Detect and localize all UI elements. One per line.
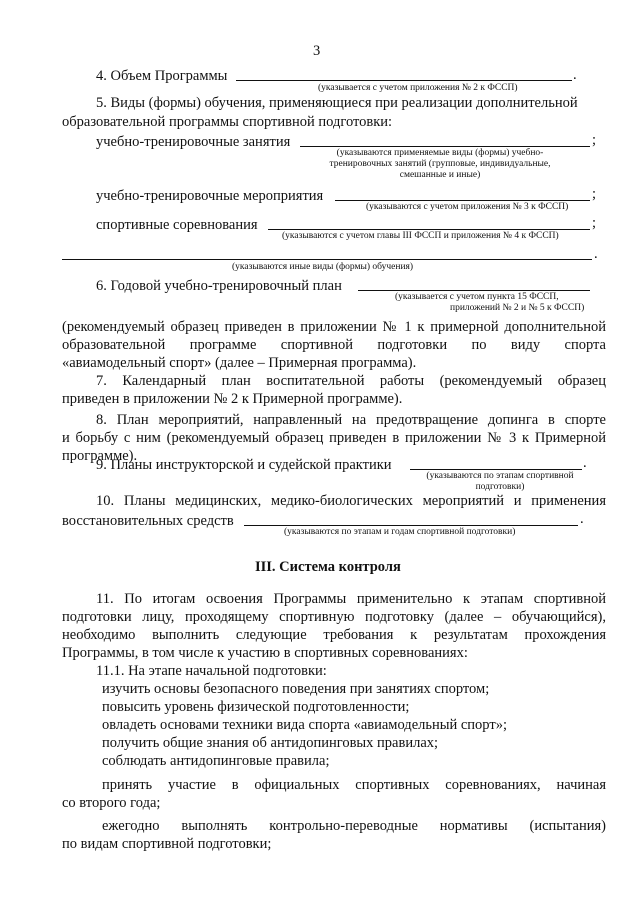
item-7-line-2: приведен в приложении № 2 к Примерной программе). xyxy=(62,391,403,407)
competitions-blank-line xyxy=(268,229,590,230)
list-item: изучить основы безопасного поведения при занятиях спортом; xyxy=(102,681,490,697)
other-forms-note: (указываются иные виды (формы) обучения) xyxy=(232,262,414,272)
training-events-note: (указываются с учетом приложения № 3 к ФССП) xyxy=(366,202,569,212)
item-6-line-3: «авиамодельный спорт» (далее – Примерная программа). xyxy=(62,355,417,371)
competitions-note: (указываются с учетом главы III ФССП и приложения № 4 к ФССП) xyxy=(282,231,559,241)
item-4-note: (указывается с учетом приложения № 2 к ФССП) xyxy=(318,83,518,93)
item-10-blank-line xyxy=(244,525,578,526)
other-forms-blank-line xyxy=(62,259,592,260)
item-6-line-2: образовательной программе спортивной подготовки по виду спорта xyxy=(62,337,606,353)
section-3-heading: III. Система контроля xyxy=(255,559,401,575)
item-10-note: (указываются по этапам и годам спортивной подготовки) xyxy=(284,527,516,537)
list-item: соблюдать антидопинговые правила; xyxy=(102,753,330,769)
item-8-line-1: 8. План мероприятий, направленный на предотвращение допинга в спорте xyxy=(96,412,606,428)
training-events-blank-line xyxy=(335,200,590,201)
item-6-note-2: приложений № 2 и № 5 к ФССП) xyxy=(450,303,585,313)
item-10-end: . xyxy=(580,511,584,527)
page-number: 3 xyxy=(313,43,321,59)
item-10-line-2: восстановительных средств xyxy=(62,513,234,529)
item-6-blank-line xyxy=(358,290,590,291)
item-8-line-3: программе). xyxy=(62,448,138,464)
item-11-line-3: необходимо выполнить следующие требования к результатам прохождения xyxy=(62,627,606,643)
item-9-end: . xyxy=(583,455,587,471)
item-5-line-2: образовательной программы спортивной подготовки: xyxy=(62,114,393,130)
list-item: повысить уровень физической подготовленности; xyxy=(102,699,410,715)
list-item: ежегодно выполнять контрольно-переводные нормативы (испытания) xyxy=(102,818,606,834)
competitions-label: спортивные соревнования xyxy=(96,217,258,233)
competitions-end: ; xyxy=(592,215,597,231)
item-4-end: . xyxy=(573,67,577,83)
item-9-label: 9. Планы инструкторской и судейской практики xyxy=(96,457,392,473)
item-11-line-1: 11. По итогам освоения Программы применительно к этапам спортивной xyxy=(96,591,606,607)
other-forms-end: . xyxy=(594,246,598,262)
item-4-label: 4. Объем Программы xyxy=(96,68,228,84)
training-events-end: ; xyxy=(592,186,597,202)
item-4-blank-line xyxy=(236,80,572,81)
list-item: получить общие знания об антидопинговых правилах; xyxy=(102,735,439,751)
training-sessions-label: учебно-тренировочные занятия xyxy=(96,134,291,150)
list-item-continuation: по видам спортивной подготовки; xyxy=(62,836,272,852)
item-6-line-1: (рекомендуемый образец приведен в приложении № 1 к примерной дополнительной xyxy=(62,319,606,335)
item-9-blank-line xyxy=(410,469,582,470)
item-11-line-2: подготовки лицу, проходящему спортивную подготовку (далее – обучающийся), xyxy=(62,609,606,625)
training-sessions-end: ; xyxy=(592,132,597,148)
item-11-1-heading: 11.1. На этапе начальной подготовки: xyxy=(96,663,327,679)
list-item: овладеть основами техники вида спорта «авиамодельный спорт»; xyxy=(102,717,507,733)
item-6-label: 6. Годовой учебно-тренировочный план xyxy=(96,278,342,294)
item-11-line-4: Программы, в том числе к участию в спортивных соревнованиях: xyxy=(62,645,468,661)
training-sessions-note-1: (указываются применяемые виды (формы) учебно- xyxy=(336,148,544,158)
item-9-note-1: (указываются по этапам спортивной xyxy=(426,471,574,481)
list-item: принять участие в официальных спортивных соревнованиях, начиная xyxy=(102,777,606,793)
item-6-note-1: (указывается с учетом пункта 15 ФССП, xyxy=(395,292,559,302)
item-9-note-2: подготовки) xyxy=(475,482,525,492)
list-item-continuation: со второго года; xyxy=(62,795,161,811)
item-5-line-1: 5. Виды (формы) обучения, применяющиеся при реализации дополнительной xyxy=(96,95,578,111)
training-sessions-note-3: смешанные и иные) xyxy=(399,170,481,180)
item-10-line-1: 10. Планы медицинских, медико-биологических мероприятий и применения xyxy=(96,493,606,509)
item-7-line-1: 7. Календарный план воспитательной работы (рекомендуемый образец xyxy=(96,373,606,389)
item-8-line-2: и борьбу с ним (рекомендуемый образец приведен в приложении № 3 к Примерной xyxy=(62,430,606,446)
training-sessions-note-2: тренировочных занятий (групповые, индивидуальные, xyxy=(329,159,551,169)
training-events-label: учебно-тренировочные мероприятия xyxy=(96,188,324,204)
training-sessions-blank-line xyxy=(300,146,590,147)
